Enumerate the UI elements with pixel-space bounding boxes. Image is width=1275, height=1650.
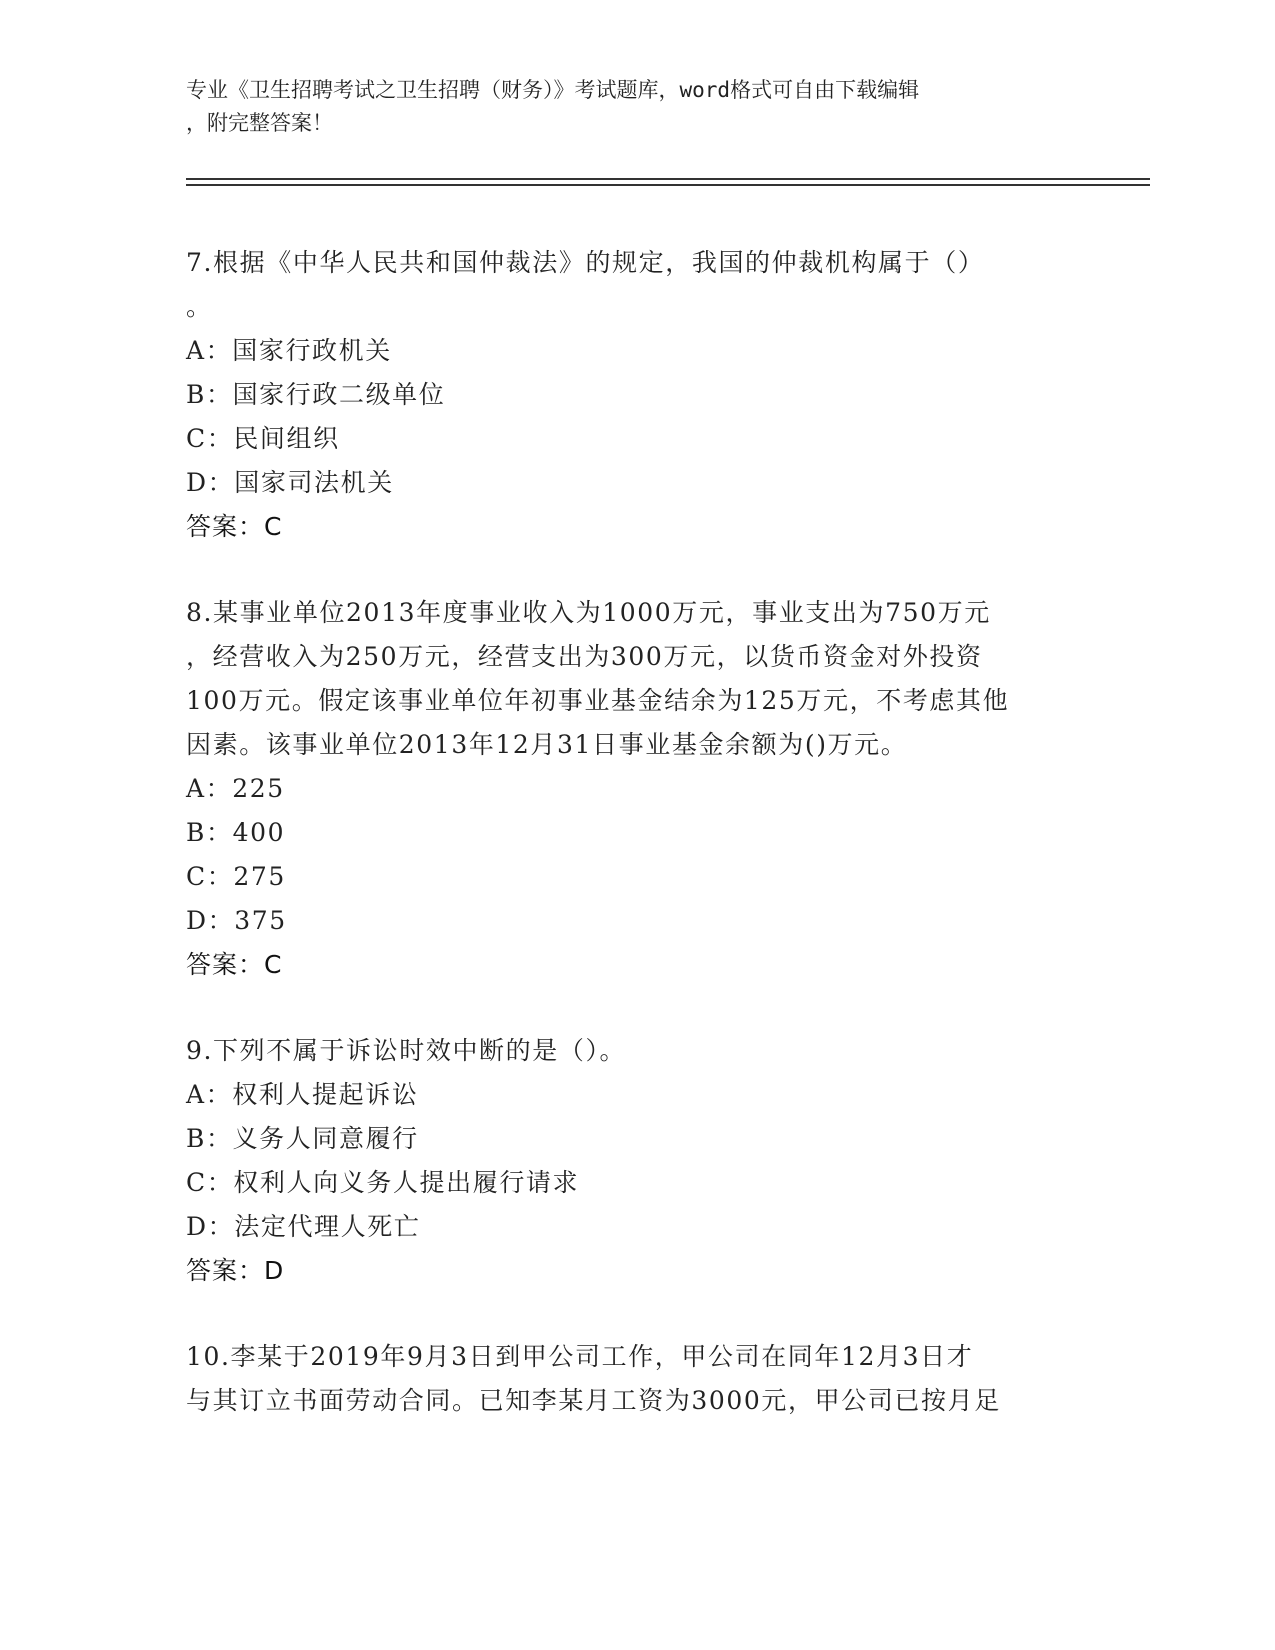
header-rule-bottom bbox=[186, 184, 1150, 186]
question-7-answer: 答案：C bbox=[186, 512, 283, 541]
question-9-answer: 答案：D bbox=[186, 1256, 285, 1285]
header-line-2: ，附完整答案！ bbox=[186, 111, 333, 135]
question-9-option-d: D：法定代理人死亡 bbox=[186, 1212, 421, 1241]
document-header bbox=[186, 74, 1066, 140]
question-9-option-a: A：权利人提起诉讼 bbox=[186, 1080, 419, 1109]
question-7-option-d: D：国家司法机关 bbox=[186, 468, 394, 497]
question-8-option-a: A：225 bbox=[186, 774, 285, 803]
question-10-line-2: 与其订立书面劳动合同。已知李某月工资为3000元，甲公司已按月足 bbox=[186, 1386, 1001, 1415]
question-8-line-4: 因素。该事业单位2013年12月31日事业基金余额为()万元。 bbox=[186, 730, 908, 759]
question-8-option-c: C：275 bbox=[186, 862, 286, 891]
question-7-line-2: 。 bbox=[186, 292, 213, 321]
question-9-option-b: B：义务人同意履行 bbox=[186, 1124, 419, 1153]
question-8-answer: 答案：C bbox=[186, 950, 283, 979]
question-7-line-1: 7.根据《中华人民共和国仲裁法》的规定，我国的仲裁机构属于（） bbox=[186, 248, 985, 277]
question-8-line-2: ，经营收入为250万元，经营支出为300万元，以货币资金对外投资 bbox=[186, 642, 983, 671]
header-rule-top bbox=[186, 178, 1150, 180]
question-8-line-1: 8.某事业单位2013年度事业收入为1000万元，事业支出为750万元 bbox=[186, 598, 991, 627]
question-7-option-c: C：民间组织 bbox=[186, 424, 340, 453]
question-7-option-b: B：国家行政二级单位 bbox=[186, 380, 446, 409]
question-10-line-1: 10.李某于2019年9月3日到甲公司工作，甲公司在同年12月3日才 bbox=[186, 1342, 974, 1371]
question-9-line-1: 9.下列不属于诉讼时效中断的是（）。 bbox=[186, 1036, 627, 1065]
header-line-1: 专业《卫生招聘考试之卫生招聘（财务）》考试题库，word格式可自由下载编辑 bbox=[186, 78, 920, 102]
question-8-option-d: D：375 bbox=[186, 906, 287, 935]
question-8-line-3: 100万元。假定该事业单位年初事业基金结余为125万元，不考虑其他 bbox=[186, 686, 1010, 715]
question-9-option-c: C：权利人向义务人提出履行请求 bbox=[186, 1168, 580, 1197]
question-7-option-a: A：国家行政机关 bbox=[186, 336, 392, 365]
question-8-option-b: B：400 bbox=[186, 818, 286, 847]
